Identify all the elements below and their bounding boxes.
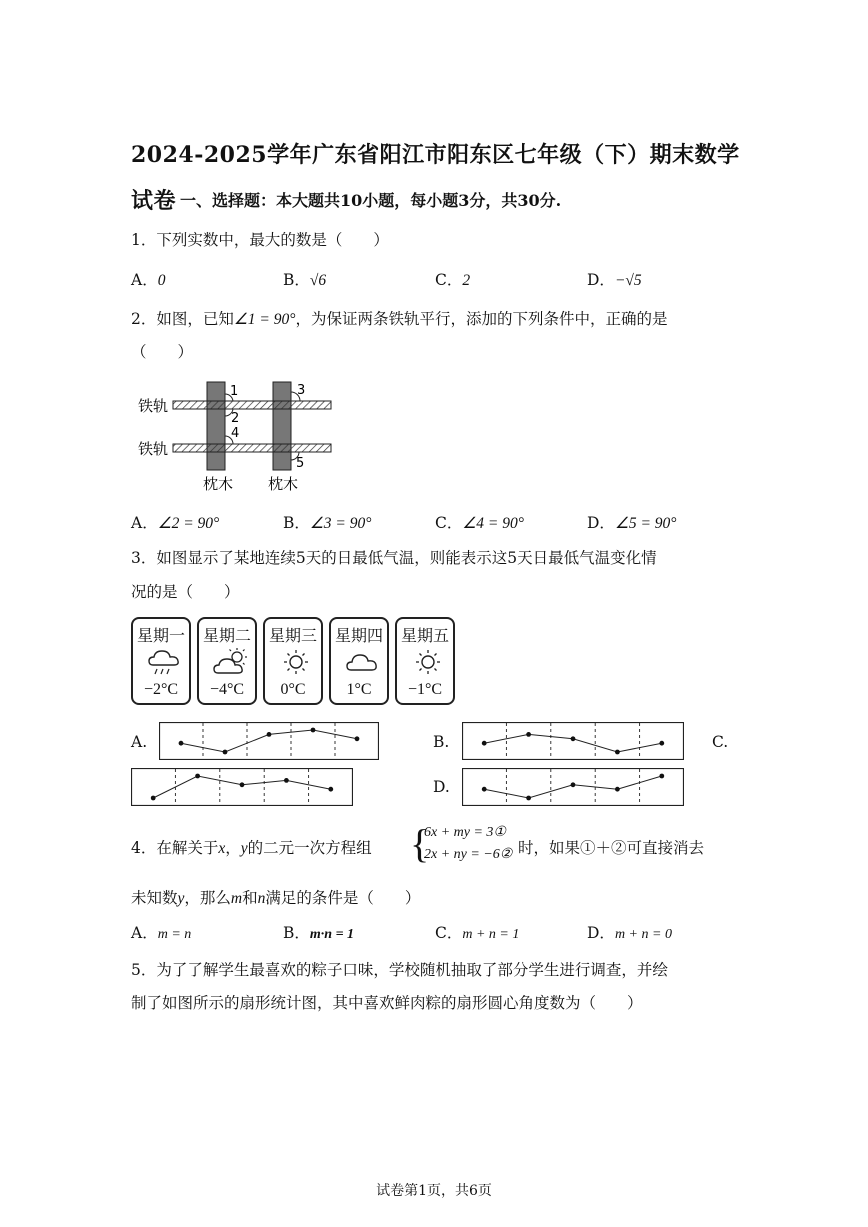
angle-label-3: 3 [297,383,306,398]
q4-option-b[interactable] [283,921,354,943]
q3-graph-b[interactable] [462,722,684,760]
sleeper-label-left: 枕木 [203,475,234,493]
question-3-stem-b: 况的是（ ） [131,583,240,601]
q4-var-x: x [218,840,226,857]
rail-bottom [173,444,331,452]
q2-option-d-text: ∠5 = 90° [614,515,677,532]
q4-option-d-label: D． [587,924,615,942]
rain-cloud-icon [147,647,181,677]
graph-point [355,736,360,741]
q2-option-a-text: ∠2 = 90° [157,515,220,532]
q4-stem-b: 的二元一次方程组 [247,839,372,857]
weather-card-5 [395,617,455,705]
q4-var-y: y [240,840,248,857]
q4-option-c[interactable] [435,921,519,943]
sleeper-left [207,382,225,470]
graph-point [267,732,272,737]
q4-stem-g: 满足的条件是（ ） [265,889,421,907]
graph-point [328,787,333,792]
q2-option-c-label: C． [435,514,463,532]
question-5-stem-a: 5．为了了解学生最喜欢的粽子口味，学校随机抽取了部分学生进行调查，并绘 [131,961,668,979]
weather-card-2 [197,617,257,705]
q2-stem-angle: ∠1 = 90° [233,311,296,328]
question-2-stem-paren: （ ） [131,343,194,361]
q3-graph-c[interactable] [131,768,353,806]
q2-stem-a: 2．如图，已知 [131,310,234,328]
q1-option-a-label: A． [131,271,158,289]
equation-2: 2x + ny = −6② [424,847,513,862]
q1-option-a-text: 0 [157,272,166,289]
graph-point [526,796,531,801]
weather-temp-1: −2°C [143,681,179,698]
equation-1: 6x + my = 3① [424,825,506,840]
graph-point [659,774,664,779]
graph-frame [160,723,379,760]
weather-card-4 [329,617,389,705]
q3-graph-d[interactable] [462,768,684,806]
graph-point [179,741,184,746]
sun-icon [279,647,313,677]
rail-top [173,401,331,409]
q4-option-c-text: m + n = 1 [462,927,520,942]
angle-label-2: 2 [231,411,240,426]
weather-card-1 [131,617,191,705]
q3-option-b-label[interactable]: B. [433,733,450,751]
q4-option-d-text: m + n = 0 [614,927,672,942]
q4-option-a[interactable] [131,921,191,943]
q2-option-a[interactable] [131,511,219,533]
graph-point [659,741,664,746]
q4-stem-a: 4．在解关于 [131,839,219,857]
q4-stem-f: 和 [242,889,258,907]
graph-point [151,796,156,801]
q4-option-b-text: m·n = 1 [309,927,355,942]
q1-option-d[interactable] [587,268,642,290]
q3-option-d-label[interactable]: D. [433,778,450,796]
weather-temp-4: 1°C [346,681,372,698]
q4-option-a-label: A． [131,924,158,942]
q2-option-b[interactable] [283,511,371,533]
q1-option-b-label: B． [283,271,310,289]
q2-option-d[interactable] [587,511,677,533]
rail-label-top: 铁轨 [138,397,169,415]
question-4-stem-c: 时，如果①＋②可直接消去 [518,839,705,857]
rail-label-bottom: 铁轨 [138,440,169,458]
graph-point [615,750,620,755]
q4-stem-d-var: y [177,890,185,907]
q2-option-c-text: ∠4 = 90° [462,515,524,532]
q4-var-m: m [230,890,243,907]
weather-day-5: 星期五 [400,626,449,645]
q2-option-b-text: ∠3 = 90° [309,515,372,532]
section-heading: 一、选择题：本大题共10小题，每小题3分，共30分. [180,191,562,210]
exam-title-line2: 试卷 [131,188,177,214]
q4-stem-e: ，那么 [184,889,231,907]
question-3-stem-a: 3．如图显示了某地连续5天的日最低气温，则能表示这5天日最低气温变化情 [131,549,657,567]
q1-option-a[interactable] [131,268,165,290]
q2-stem-b: ，为保证两条铁轨平行，添加的下列条件中，正确的是 [295,310,668,328]
graph-point [615,787,620,792]
graph-point [284,778,289,783]
q4-option-a-text: m = n [157,927,192,942]
angle-label-5: 5 [296,456,305,471]
q1-option-c-text: 2 [462,272,471,289]
q4-sep: ， [225,839,241,857]
angle-label-1: 1 [230,384,239,399]
cloud-icon [345,647,379,677]
weather-day-3: 星期三 [268,626,317,645]
weather-temp-5: −1°C [407,681,443,698]
sleeper-right [273,382,291,470]
graph-point [223,750,228,755]
angle-label-4: 4 [231,426,240,441]
q4-stem-d: 未知数 [131,889,178,907]
graph-point [195,774,200,779]
question-4-stem-line2 [131,886,420,908]
q1-option-b[interactable] [283,268,326,290]
weather-day-2: 星期二 [202,626,251,645]
q4-option-c-label: C． [435,924,463,942]
q4-option-b-label: B． [283,924,310,942]
graph-point [482,741,487,746]
q2-option-c[interactable] [435,511,524,533]
question-2-stem [131,307,667,329]
rail-figure [135,378,345,496]
equation-brace: { [410,821,430,866]
q3-option-a-label[interactable]: A. [131,733,148,751]
weather-day-4: 星期四 [334,626,383,645]
weather-card-3 [263,617,323,705]
question-1-stem: 1．下列实数中，最大的数是（ ） [131,231,389,249]
weather-temp-3: 0°C [280,681,306,698]
q2-option-b-label: B． [283,514,310,532]
graph-point [482,787,487,792]
q3-option-c-label[interactable]: C. [712,733,729,751]
q1-option-d-text: −√5 [614,272,642,289]
sun-icon [411,647,445,677]
q4-var-n: n [257,890,266,907]
q1-option-d-label: D． [587,271,615,289]
q4-option-d[interactable] [587,921,672,943]
q1-option-c[interactable] [435,268,470,290]
question-4-stem-line1 [131,836,372,858]
q1-option-c-label: C． [435,271,463,289]
q2-option-d-label: D． [587,514,615,532]
weather-temp-2: −4°C [209,681,245,698]
graph-point [526,732,531,737]
sun-cloud-icon [213,647,249,677]
graph-point [240,782,245,787]
question-5-stem-b: 制了如图所示的扇形统计图，其中喜欢鲜肉粽的扇形圆心角度数为（ ） [131,994,643,1012]
exam-title-line1: 2024-2025学年广东省阳江市阳东区七年级（下）期末数学 [131,142,740,168]
page-footer: 试卷第1页，共6页 [376,1183,492,1199]
graph-point [571,782,576,787]
q2-option-a-label: A． [131,514,158,532]
q3-graph-a[interactable] [159,722,379,760]
graph-point [571,736,576,741]
sleeper-label-right: 枕木 [268,475,299,493]
weather-day-1: 星期一 [136,626,185,645]
q1-option-b-text: √6 [309,272,327,289]
graph-point [311,728,316,733]
